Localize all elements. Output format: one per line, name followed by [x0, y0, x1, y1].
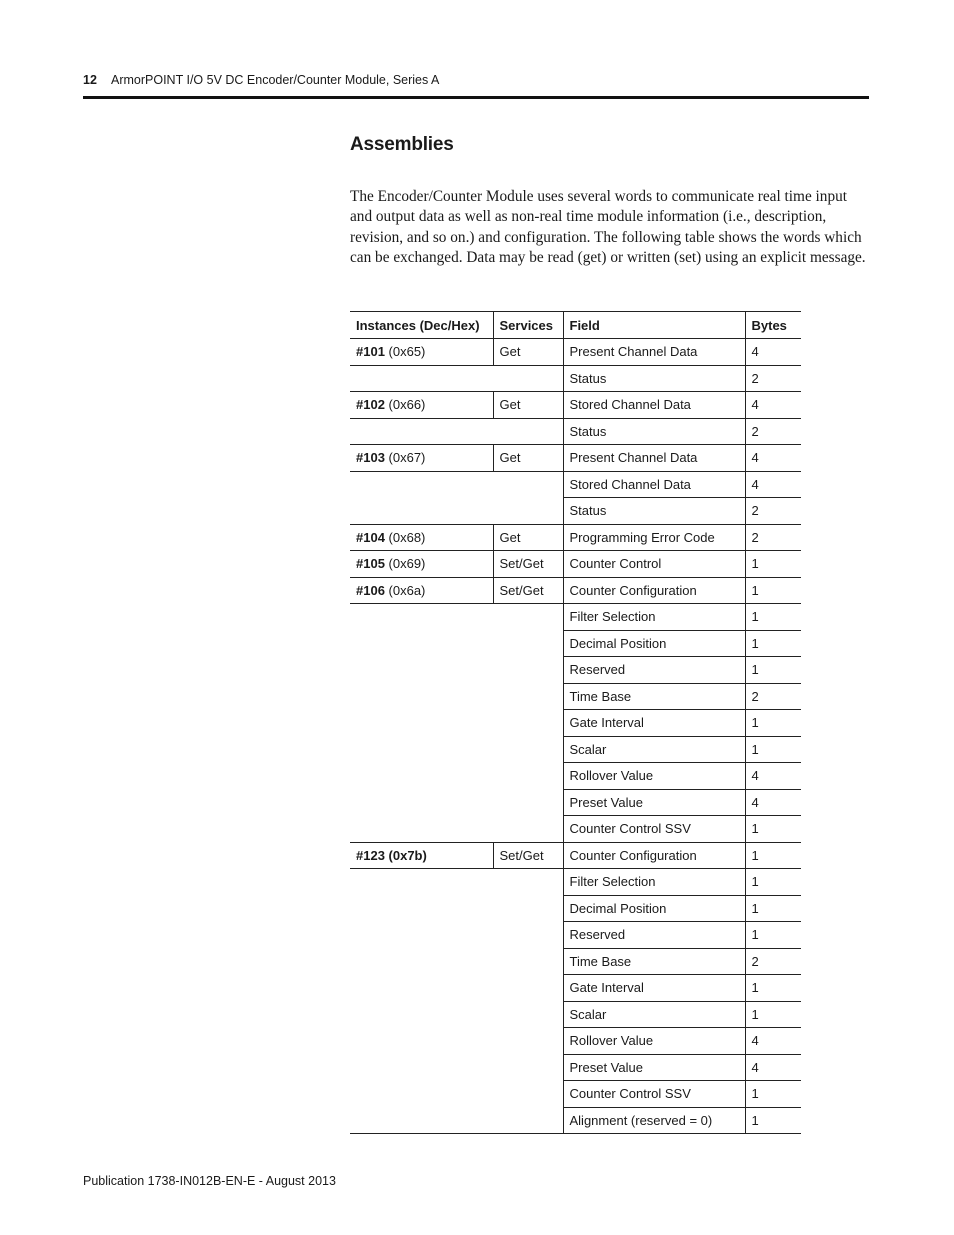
- table-row: [350, 895, 801, 922]
- header-bytes: Bytes: [745, 312, 801, 339]
- bytes-cell: 1: [745, 1001, 801, 1028]
- instance-cell: [350, 895, 493, 922]
- instance-cell: [350, 683, 493, 710]
- services-cell: [493, 604, 563, 631]
- table-row: [350, 975, 801, 1002]
- header-instances: Instances (Dec/Hex): [350, 312, 493, 339]
- table-row: [350, 1107, 801, 1134]
- field-cell: Counter Configuration: [563, 842, 745, 869]
- field-cell: Rollover Value: [563, 1028, 745, 1055]
- table-row: [350, 948, 801, 975]
- table-row: [350, 869, 801, 896]
- services-cell: [493, 1054, 563, 1081]
- field-cell: Counter Configuration: [563, 577, 745, 604]
- bytes-cell: 1: [745, 710, 801, 737]
- table-row: [350, 365, 801, 392]
- instance-cell: [350, 736, 493, 763]
- field-cell: Counter Control SSV: [563, 816, 745, 843]
- instance-cell: [350, 445, 493, 472]
- instance-cell: [350, 498, 493, 525]
- field-cell: Counter Control: [563, 551, 745, 578]
- bytes-cell: 4: [745, 339, 801, 366]
- field-cell: Status: [563, 418, 745, 445]
- bytes-cell: 1: [745, 922, 801, 949]
- field-cell: Preset Value: [563, 1054, 745, 1081]
- services-cell: [493, 816, 563, 843]
- bytes-cell: 1: [745, 869, 801, 896]
- bytes-cell: 1: [745, 736, 801, 763]
- table-row: [350, 418, 801, 445]
- table-row: [350, 710, 801, 737]
- instance-cell: [350, 948, 493, 975]
- bytes-cell: 1: [745, 551, 801, 578]
- instance-hex: (0x68): [384, 529, 426, 545]
- instance-cell: [350, 471, 493, 498]
- table-row: [350, 1054, 801, 1081]
- bytes-cell: 1: [745, 975, 801, 1002]
- instance-cell: [350, 630, 493, 657]
- services-cell: Set/Get: [493, 551, 563, 578]
- instance-cell: [350, 392, 493, 419]
- instance-cell: [350, 1001, 493, 1028]
- instance-cell: [350, 816, 493, 843]
- table-row: [350, 1001, 801, 1028]
- instance-cell: [350, 789, 493, 816]
- table-row: [350, 1028, 801, 1055]
- field-cell: Time Base: [563, 683, 745, 710]
- services-cell: [493, 710, 563, 737]
- services-cell: [493, 418, 563, 445]
- table-row: [350, 445, 801, 472]
- instance-number: #104: [356, 529, 385, 545]
- instance-cell: [350, 339, 493, 366]
- instance-cell: [350, 577, 493, 604]
- services-cell: [493, 657, 563, 684]
- field-cell: Scalar: [563, 736, 745, 763]
- services-cell: [493, 948, 563, 975]
- field-cell: Scalar: [563, 1001, 745, 1028]
- header-rule: [83, 96, 869, 99]
- services-cell: [493, 869, 563, 896]
- instance-cell: [350, 524, 493, 551]
- bytes-cell: 2: [745, 365, 801, 392]
- instance-number: #123 (0x7b): [356, 847, 427, 863]
- services-cell: [493, 1028, 563, 1055]
- table-header-row: [350, 312, 801, 339]
- table-row: [350, 498, 801, 525]
- bytes-cell: 4: [745, 1028, 801, 1055]
- header-field: Field: [563, 312, 745, 339]
- services-cell: [493, 1107, 563, 1134]
- instance-number: #106: [356, 582, 385, 598]
- bytes-cell: 1: [745, 816, 801, 843]
- field-cell: Decimal Position: [563, 630, 745, 657]
- bytes-cell: 1: [745, 895, 801, 922]
- instance-number: #103: [356, 450, 385, 466]
- bytes-cell: 4: [745, 392, 801, 419]
- table-row: [350, 604, 801, 631]
- bytes-cell: 2: [745, 498, 801, 525]
- section-paragraph: The Encoder/Counter Module uses several words to communicate real time input and output data as well as non-real time module information (i.e., description, revision, and so on.) and configuration. The following table shows the words which can be exchanged. Data may be read (get) or written (set) using an explicit message.: [350, 188, 866, 266]
- running-header-title: ArmorPOINT I/O 5V DC Encoder/Counter Module, Series A: [111, 73, 440, 87]
- instance-cell: [350, 551, 493, 578]
- field-cell: Gate Interval: [563, 975, 745, 1002]
- instance-cell: [350, 842, 493, 869]
- table-row: [350, 339, 801, 366]
- field-cell: Status: [563, 365, 745, 392]
- services-cell: Set/Get: [493, 577, 563, 604]
- field-cell: Reserved: [563, 657, 745, 684]
- table-row: [350, 551, 801, 578]
- field-cell: Rollover Value: [563, 763, 745, 790]
- bytes-cell: 2: [745, 683, 801, 710]
- instance-cell: [350, 922, 493, 949]
- services-cell: Set/Get: [493, 842, 563, 869]
- bytes-cell: 1: [745, 842, 801, 869]
- field-cell: Filter Selection: [563, 869, 745, 896]
- table-row: [350, 471, 801, 498]
- bytes-cell: 2: [745, 418, 801, 445]
- services-cell: Get: [493, 445, 563, 472]
- instance-cell: [350, 763, 493, 790]
- instance-hex: (0x67): [384, 450, 426, 466]
- services-cell: [493, 365, 563, 392]
- bytes-cell: 2: [745, 948, 801, 975]
- field-cell: Alignment (reserved = 0): [563, 1107, 745, 1134]
- services-cell: [493, 922, 563, 949]
- services-cell: [493, 630, 563, 657]
- instance-cell: [350, 1081, 493, 1108]
- instance-hex: (0x6a): [384, 582, 426, 598]
- instance-cell: [350, 710, 493, 737]
- table-row: [350, 630, 801, 657]
- instance-cell: [350, 604, 493, 631]
- instance-cell: [350, 365, 493, 392]
- table-row: [350, 524, 801, 551]
- bytes-cell: 4: [745, 445, 801, 472]
- field-cell: Preset Value: [563, 789, 745, 816]
- bytes-cell: 1: [745, 604, 801, 631]
- field-cell: Decimal Position: [563, 895, 745, 922]
- header-services: Services: [493, 312, 563, 339]
- services-cell: Get: [493, 524, 563, 551]
- services-cell: [493, 1081, 563, 1108]
- bytes-cell: 1: [745, 1107, 801, 1134]
- services-cell: [493, 471, 563, 498]
- table-row: [350, 922, 801, 949]
- field-cell: Reserved: [563, 922, 745, 949]
- services-cell: [493, 975, 563, 1002]
- services-cell: [493, 683, 563, 710]
- services-cell: [493, 763, 563, 790]
- instance-cell: [350, 1028, 493, 1055]
- field-cell: Present Channel Data: [563, 339, 745, 366]
- bytes-cell: 4: [745, 471, 801, 498]
- services-cell: [493, 498, 563, 525]
- bytes-cell: 1: [745, 577, 801, 604]
- bytes-cell: 1: [745, 630, 801, 657]
- table-row: [350, 577, 801, 604]
- field-cell: Filter Selection: [563, 604, 745, 631]
- services-cell: [493, 895, 563, 922]
- instance-cell: [350, 1107, 493, 1134]
- services-cell: Get: [493, 392, 563, 419]
- instance-cell: [350, 869, 493, 896]
- table-row: [350, 763, 801, 790]
- instance-cell: [350, 1054, 493, 1081]
- footer-publication: Publication 1738-IN012B-EN-E - August 2013: [83, 1174, 336, 1188]
- services-cell: [493, 1001, 563, 1028]
- field-cell: Present Channel Data: [563, 445, 745, 472]
- field-cell: Stored Channel Data: [563, 392, 745, 419]
- bytes-cell: 4: [745, 1054, 801, 1081]
- instance-cell: [350, 418, 493, 445]
- table-row: [350, 392, 801, 419]
- instance-hex: (0x65): [384, 344, 426, 360]
- bytes-cell: 2: [745, 524, 801, 551]
- field-cell: Time Base: [563, 948, 745, 975]
- field-cell: Stored Channel Data: [563, 471, 745, 498]
- table-row: [350, 657, 801, 684]
- services-cell: [493, 736, 563, 763]
- services-cell: Get: [493, 339, 563, 366]
- table-row: [350, 816, 801, 843]
- instance-number: #102: [356, 397, 385, 413]
- assemblies-table: [350, 311, 801, 1134]
- instance-number: #101: [356, 344, 385, 360]
- bytes-cell: 4: [745, 763, 801, 790]
- bytes-cell: 1: [745, 1081, 801, 1108]
- instance-hex: (0x66): [384, 397, 426, 413]
- field-cell: Programming Error Code: [563, 524, 745, 551]
- section-title: Assemblies: [350, 134, 454, 155]
- page-number: 12: [83, 73, 97, 87]
- table-body: [350, 339, 801, 1134]
- services-cell: [493, 789, 563, 816]
- bytes-cell: 1: [745, 657, 801, 684]
- table-row: [350, 1081, 801, 1108]
- table-row: [350, 789, 801, 816]
- instance-hex: (0x69): [384, 556, 426, 572]
- instance-cell: [350, 975, 493, 1002]
- instance-number: #105: [356, 556, 385, 572]
- table-row: [350, 736, 801, 763]
- field-cell: Counter Control SSV: [563, 1081, 745, 1108]
- instance-cell: [350, 657, 493, 684]
- field-cell: Gate Interval: [563, 710, 745, 737]
- field-cell: Status: [563, 498, 745, 525]
- table-row: [350, 683, 801, 710]
- bytes-cell: 4: [745, 789, 801, 816]
- table-row: [350, 842, 801, 869]
